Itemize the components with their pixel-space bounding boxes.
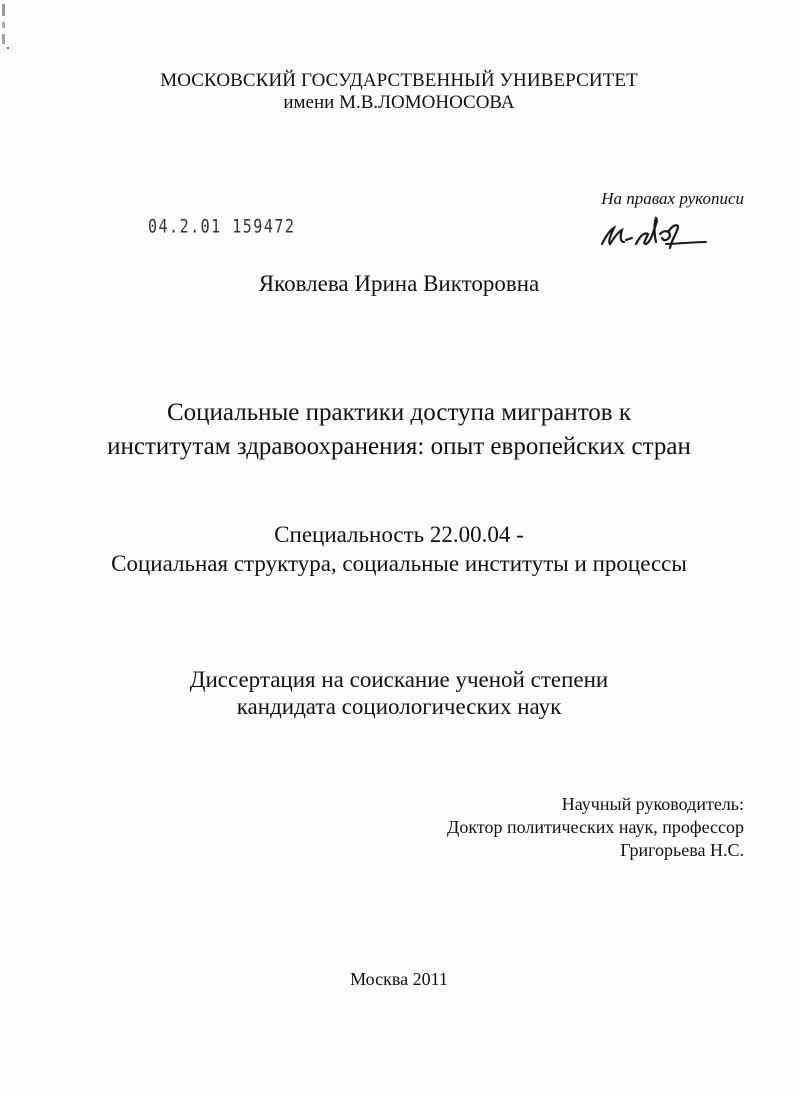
author-name: Яковлева Ирина Викторовна (258, 271, 540, 296)
title-line-1: Социальные практики доступа мигрантов к (166, 399, 631, 426)
rights-note: На правах рукописи (601, 189, 744, 208)
specialty-line-2: Социальная структура, социальные институты и процессы (111, 551, 687, 576)
university-name: МОСКОВСКИЙ ГОСУДАРСТВЕННЫЙ УНИВЕРСИТЕТ (160, 70, 638, 91)
scan-edge-mark (2, 4, 5, 44)
supervisor-degree: Доктор политических наук, профессор (447, 817, 744, 837)
handwritten-signature (596, 214, 708, 258)
dissertation-line-1: Диссертация на соискание ученой степени (189, 667, 609, 692)
supervisor-role: Научный руководитель: (561, 794, 744, 814)
dissertation-line-2: кандидата социологических наук (236, 694, 562, 719)
specialty-line-1: Специальность 22.00.04 - (274, 522, 524, 547)
scan-dot-mark (7, 47, 9, 49)
stamp-number: 04.2.01 159472 (148, 215, 296, 238)
title-line-2: институтам здравоохранения: опыт европейских стран (107, 433, 691, 460)
supervisor-name: Григорьева Н.С. (620, 840, 744, 860)
city-year: Москва 2011 (350, 969, 448, 989)
university-subtitle: имени М.В.ЛОМОНОСОВА (283, 92, 515, 113)
